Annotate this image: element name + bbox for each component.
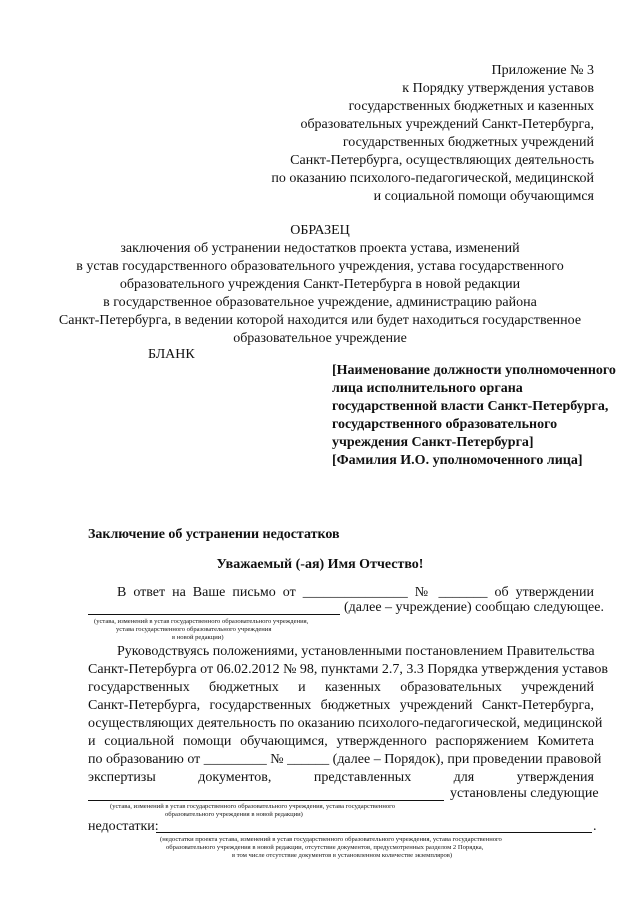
grounds-line: и социальной помощи обучающимся, утвержденного распоряжением Комитета	[88, 734, 594, 749]
addressee-line: [Наименование должности уполномоченного	[332, 363, 616, 378]
grounds-line: Санкт-Петербурга, государственных бюджетных учреждений Санкт-Петербурга,	[88, 698, 594, 713]
response-line-2: (далее – учреждение) сообщаю следующее.	[344, 600, 604, 615]
addressee-line: государственной власти Санкт-Петербурга,	[332, 399, 609, 414]
grounds-line: экспертизы документов, представленных для утверждения	[88, 770, 594, 785]
response-line: В ответ на Ваше письмо от _______________ № _______ об утверждении	[117, 585, 594, 600]
title-line: в государственное образовательное учреждение, администрацию района	[103, 295, 537, 310]
appendix-line: по оказанию психолого-педагогической, медицинской	[271, 171, 594, 186]
greeting: Уважаемый (-ая) Имя Отчество!	[216, 557, 424, 572]
form-note: образовательного учреждения в новой редакции, отсутствие документов, предусмотренных разделом 2 Порядка,	[166, 844, 484, 851]
form-note: (устава, изменений в устав государственного образовательного учреждения, устава государственного	[110, 803, 395, 810]
title-line: в устав государственного образовательного учреждения, устава государственного	[76, 259, 564, 274]
addressee-line: государственного образовательного	[332, 417, 558, 432]
conclusion-heading: Заключение об устранении недостатков	[88, 527, 340, 542]
blank-underline	[156, 832, 592, 833]
appendix-line: государственных бюджетных и казенных	[348, 99, 594, 114]
form-note: в том числе отсутствие документов в установленном количестве экземпляров)	[232, 852, 453, 859]
document-title: ОБРАЗЕЦ	[290, 223, 350, 238]
blank-underline	[88, 614, 340, 615]
appendix-line: государственных бюджетных учреждений	[342, 135, 594, 150]
deficiencies-end: .	[593, 819, 597, 834]
form-note: в новой редакции)	[172, 634, 224, 641]
appendix-line: к Порядку утверждения уставов	[402, 81, 594, 96]
grounds-line: осуществляющих деятельность по оказанию психолого-педагогической, медицинской	[88, 716, 603, 731]
blank-underline	[88, 800, 444, 801]
addressee-name: [Фамилия И.О. уполномоченного лица]	[332, 453, 583, 468]
title-line: образовательное учреждение	[233, 331, 407, 346]
appendix-line: Приложение № 3	[491, 63, 594, 78]
addressee-line: лица исполнительного органа	[332, 381, 523, 396]
addressee-line: учреждения Санкт-Петербурга]	[332, 435, 534, 450]
appendix-line: образовательных учреждений Санкт-Петербурга,	[300, 117, 594, 132]
appendix-line: и социальной помощи обучающимся	[373, 189, 594, 204]
form-note: образовательного учреждения в новой редакции)	[165, 811, 303, 818]
form-note: устава государственного образовательного учреждения	[116, 626, 272, 633]
blank-label: БЛАНК	[148, 347, 195, 362]
title-line: заключения об устранении недостатков проекта устава, изменений	[120, 241, 520, 256]
title-line: Санкт-Петербурга, в ведении которой находится или будет находиться государственное	[58, 313, 582, 328]
form-note: (недостатки проекта устава, изменений в устав государственного образовательного учреждения, устава государственного	[160, 836, 502, 843]
deficiencies-label: недостатки:	[88, 819, 159, 834]
title-line: образовательного учреждения Санкт-Петербурга в новой редакции	[119, 277, 521, 292]
appendix-line: Санкт-Петербурга, осуществляющих деятельность	[290, 153, 594, 168]
grounds-line: по образованию от _________ № ______ (далее – Порядок), при проведении правовой	[88, 752, 602, 767]
form-note: (устава, изменений в устав государственного образовательного учреждения,	[94, 618, 309, 625]
grounds-line: государственных бюджетных и казенных образовательных учреждений	[88, 680, 594, 695]
grounds-line: Санкт-Петербурга от 06.02.2012 № 98, пунктами 2.7, 3.3 Порядка утверждения уставов	[88, 662, 609, 677]
grounds-line: Руководствуясь положениями, установленными постановлением Правительства	[117, 644, 595, 659]
grounds-tail: установлены следующие	[450, 786, 599, 801]
